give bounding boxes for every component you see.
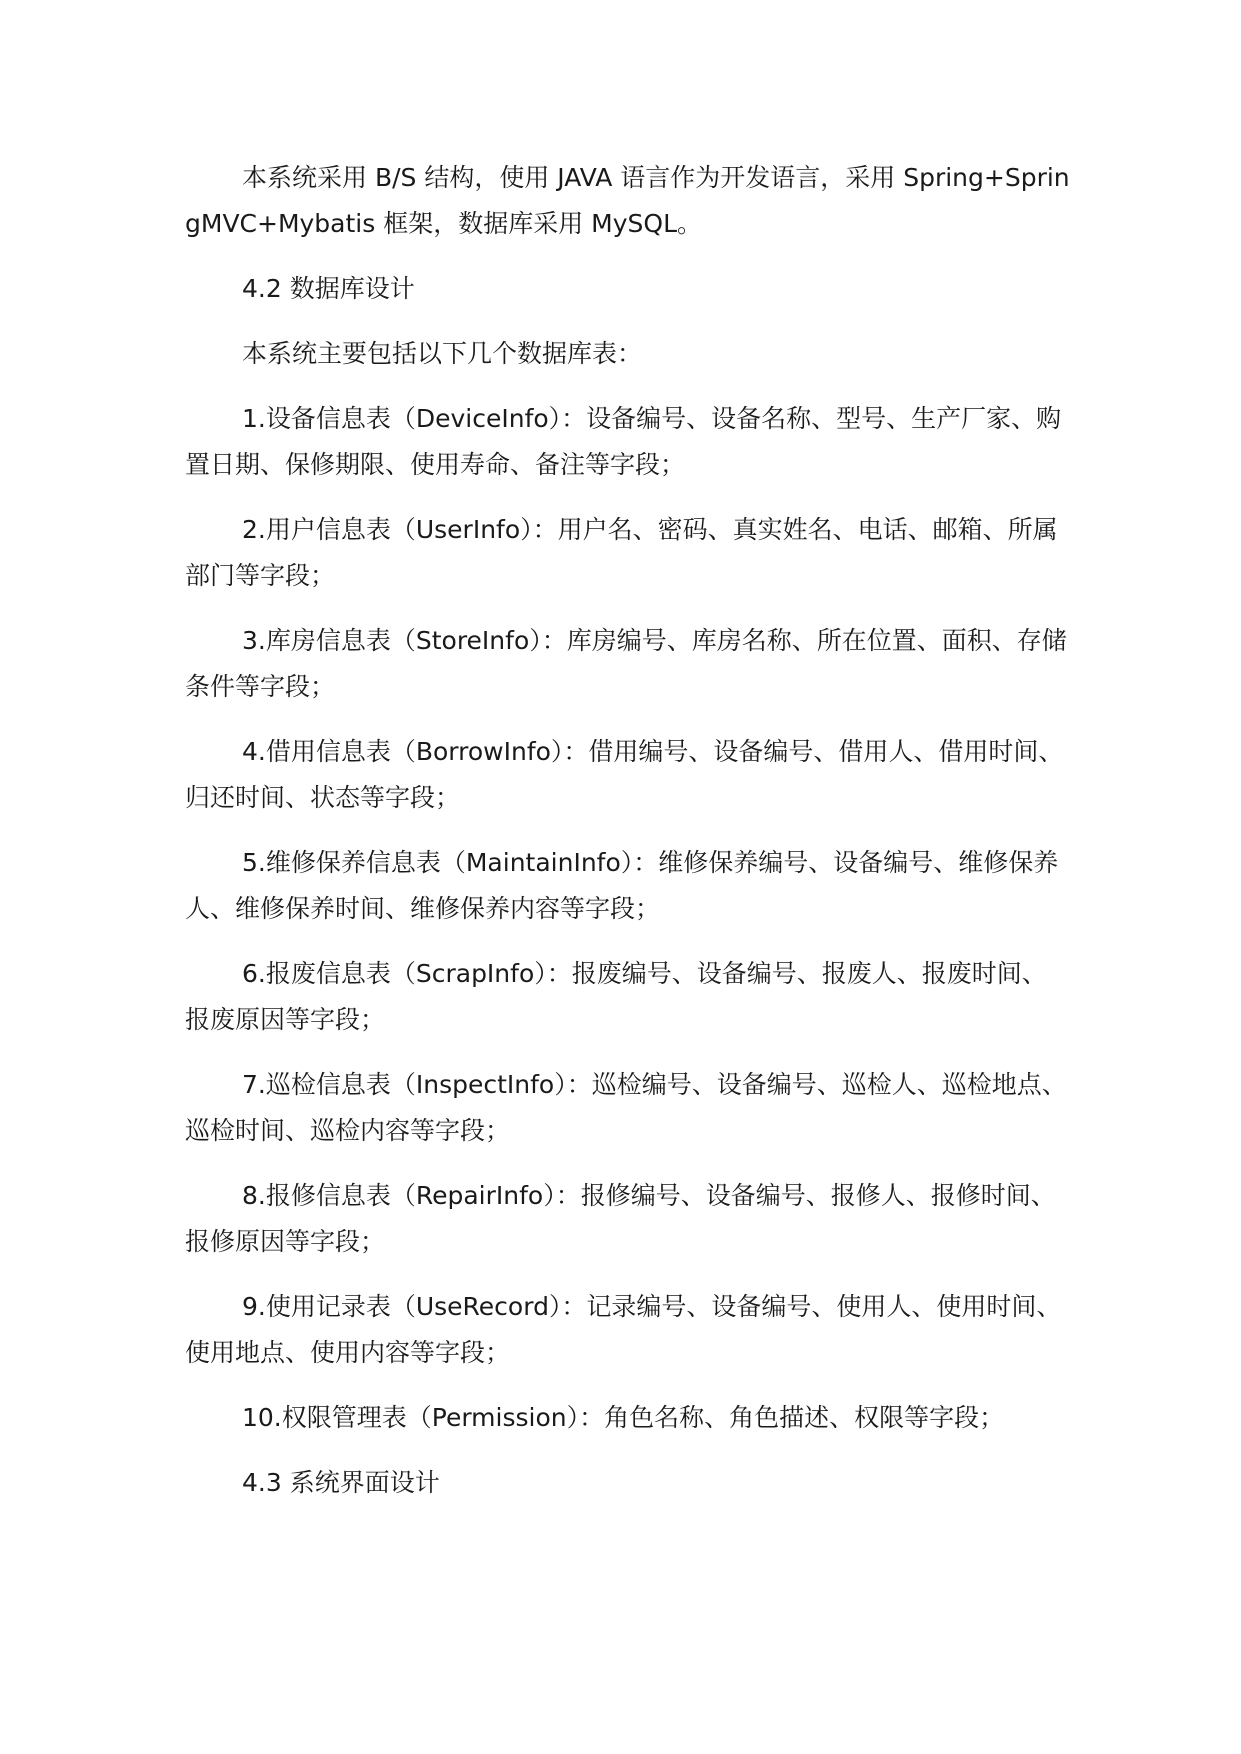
table-item-permission: 10.权限管理表（Permission）：角色名称、角色描述、权限等字段； [242, 1403, 1005, 1432]
table-item-scrap-info: 6.报废信息表（ScrapInfo）：报废编号、设备编号、报废人、报废时间、报废原因等字段； [185, 959, 1047, 1034]
paragraph-table-intro: 本系统主要包括以下几个数据库表： [242, 339, 643, 368]
table-item-device-info: 1.设备信息表（DeviceInfo）：设备编号、设备名称、型号、生产厂家、购置日期、保修期限、使用寿命、备注等字段； [185, 404, 1062, 479]
document-body [185, 155, 1070, 1506]
table-item-store-info: 3.库房信息表（StoreInfo）：库房编号、库房名称、所在位置、面积、存储条件等字段； [185, 626, 1067, 701]
table-item-inspect-info: 7.巡检信息表（InspectInfo）：巡检编号、设备编号、巡检人、巡检地点、巡检时间、巡检内容等字段； [185, 1070, 1067, 1145]
table-item-maintain-info: 5.维修保养信息表（MaintainInfo）：维修保养编号、设备编号、维修保养人、维修保养时间、维修保养内容等字段； [185, 848, 1059, 923]
table-item-use-record: 9.使用记录表（UseRecord）：记录编号、设备编号、使用人、使用时间、使用地点、使用内容等字段； [185, 1292, 1062, 1367]
table-item-borrow-info: 4.借用信息表（BorrowInfo）：借用编号、设备编号、借用人、借用时间、归还时间、状态等字段； [185, 737, 1064, 812]
paragraph-architecture: 本系统采用 B/S 结构，使用 JAVA 语言作为开发语言，采用 Spring+SpringMVC+Mybatis 框架，数据库采用 MySQL。 [185, 163, 1070, 238]
table-item-user-info: 2.用户信息表（UserInfo）：用户名、密码、真实姓名、电话、邮箱、所属部门等字段； [185, 515, 1058, 590]
section-heading-ui-design: 4.3 系统界面设计 [242, 1468, 440, 1497]
section-heading-database-design: 4.2 数据库设计 [242, 274, 415, 303]
table-item-repair-info: 8.报修信息表（RepairInfo）：报修编号、设备编号、报修人、报修时间、报修原因等字段； [185, 1181, 1056, 1256]
